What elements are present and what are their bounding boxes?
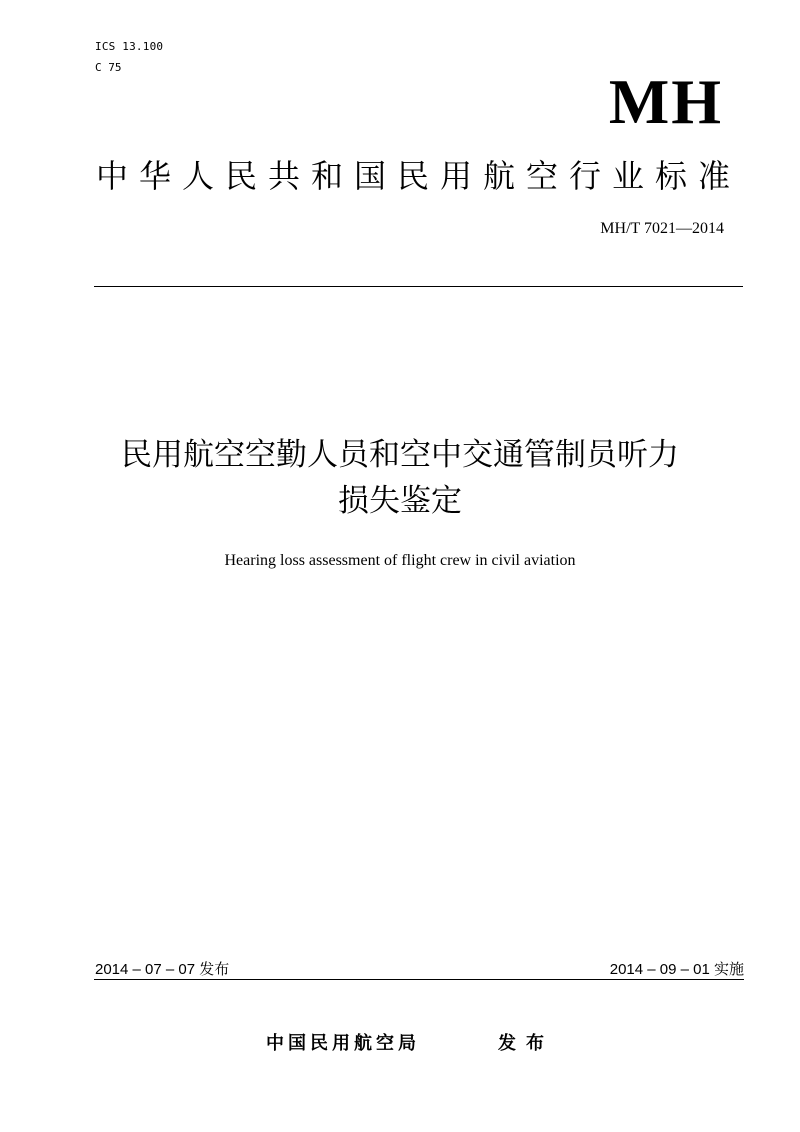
top-divider <box>94 286 743 287</box>
title-cn-line-2: 损失鉴定 <box>338 483 462 519</box>
publish-label: 发布 <box>498 1033 554 1054</box>
publisher-name: 中国民用航空局 <box>266 1033 420 1054</box>
standard-category-title: 中华人民共和国民用航空行业标准 <box>96 157 742 195</box>
ccs-code: C 75 <box>95 61 122 74</box>
document-title-cn <box>0 432 800 524</box>
implementation-date: 2014 – 09 – 01 实施 <box>609 961 744 978</box>
document-title-en: Hearing loss assessment of flight crew in civil aviation <box>224 552 576 569</box>
ics-code: ICS 13.100 <box>95 40 164 53</box>
standard-number: MH/T 7021—2014 <box>600 220 724 237</box>
bottom-divider <box>94 979 744 980</box>
issue-date: 2014 – 07 – 07 发布 <box>95 961 230 978</box>
title-cn-line-1: 民用航空空勤人员和空中交通管制员听力 <box>121 437 679 473</box>
mh-logo: MH <box>608 66 723 137</box>
